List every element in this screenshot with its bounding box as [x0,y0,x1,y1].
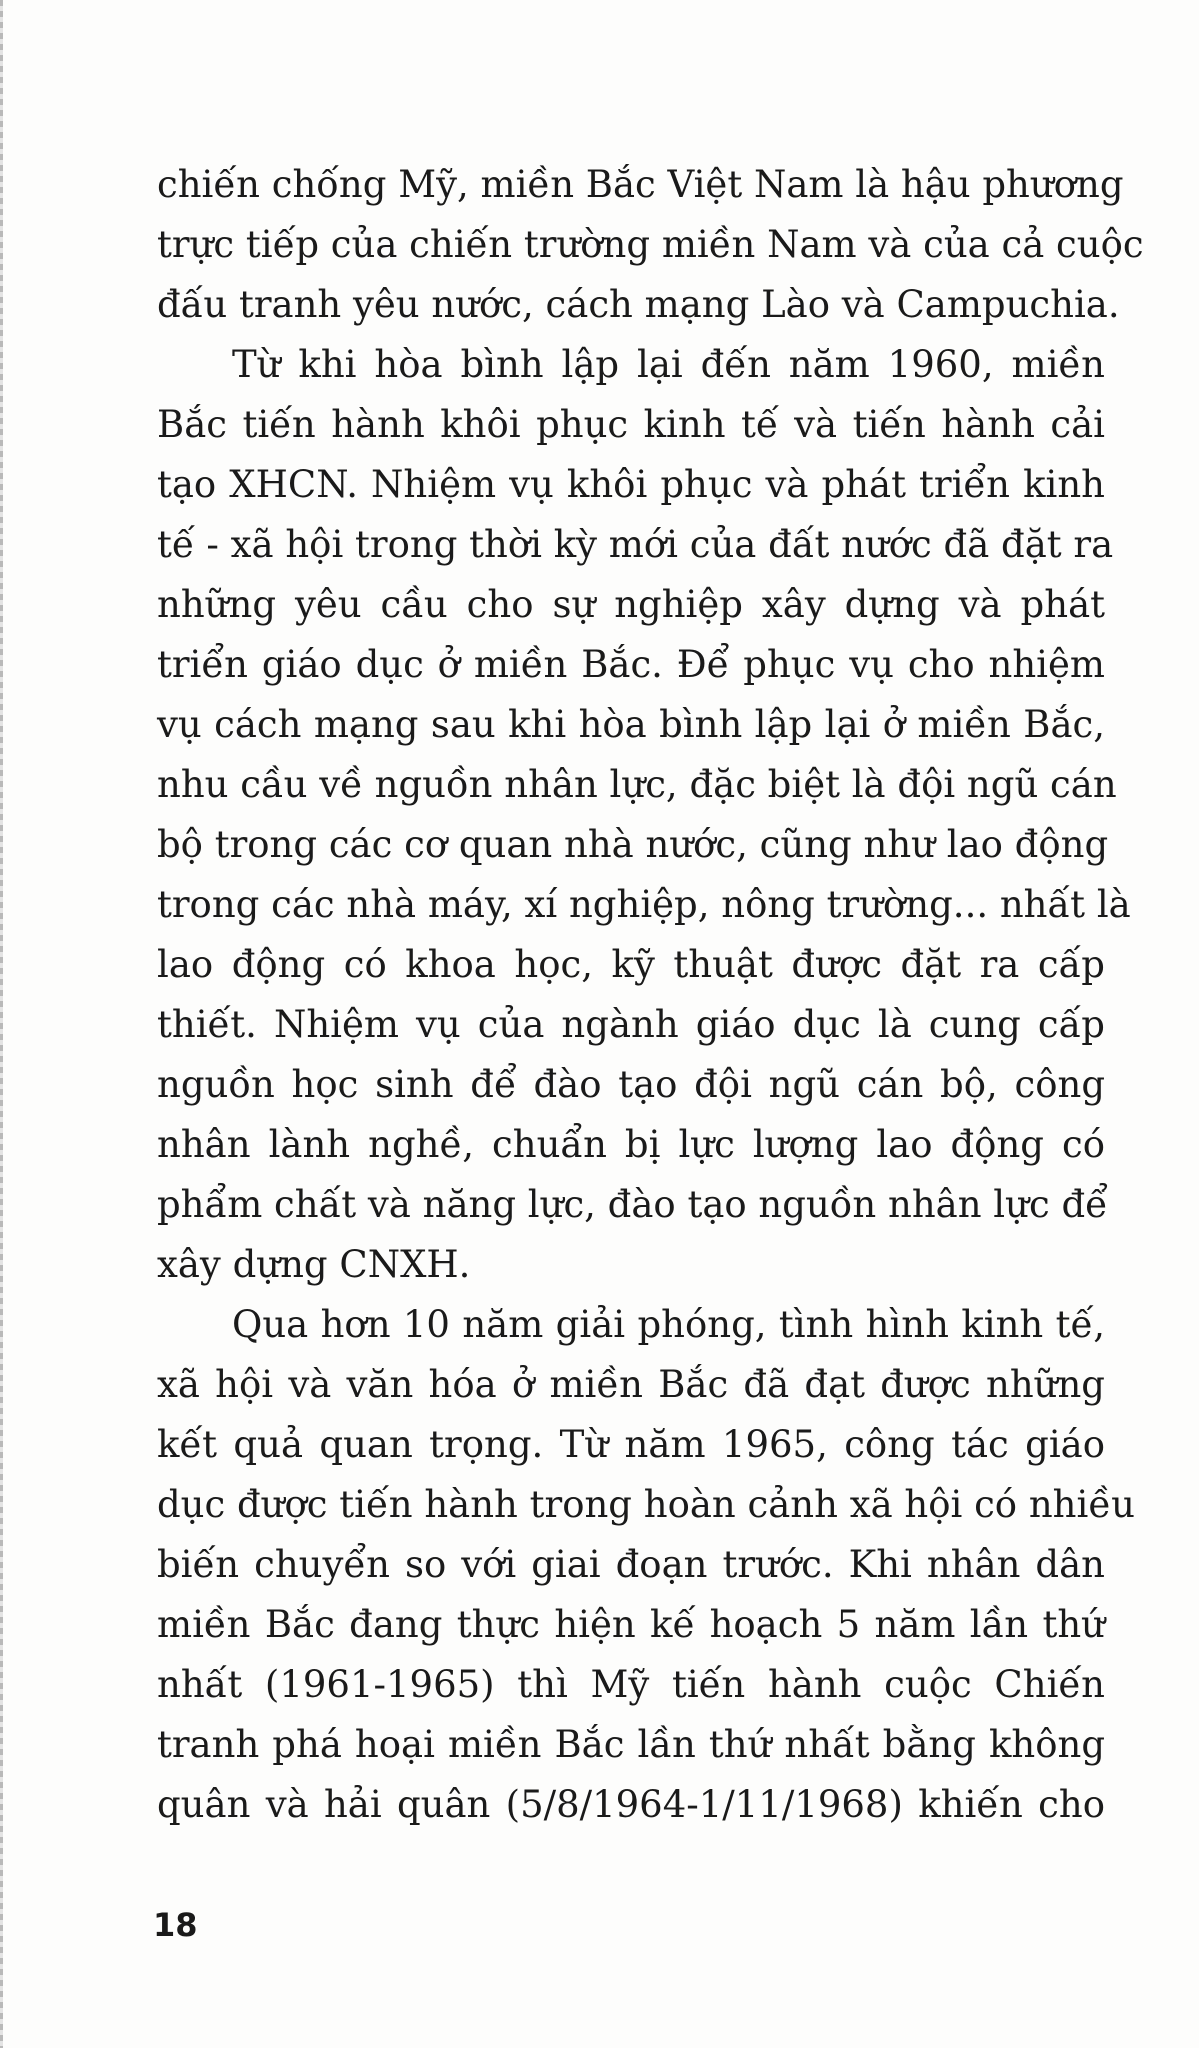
text-line: phẩm chất và năng lực, đào tạo nguồn nhân lực để [157,1183,1108,1226]
text-line: Bắc tiến hành khôi phục kinh tế và tiến hành cải [157,403,1105,446]
text-line: miền Bắc đang thực hiện kế hoạch 5 năm lần thứ [157,1603,1105,1646]
text-line: lao động có khoa học, kỹ thuật được đặt ra cấp [157,943,1105,986]
text-line: tế - xã hội trong thời kỳ mới của đất nước đã đặt ra [157,523,1114,566]
text-line: dục được tiến hành trong hoàn cảnh xã hội có nhiều [157,1483,1135,1526]
text-line: tranh phá hoại miền Bắc lần thứ nhất bằng không [157,1723,1105,1766]
text-line: vụ cách mạng sau khi hòa bình lập lại ở miền Bắc, [157,703,1105,746]
page-number: 18 [153,1906,198,1944]
text-line: trực tiếp của chiến trường miền Nam và của cả cuộc [157,223,1144,266]
text-line: nhu cầu về nguồn nhân lực, đặc biệt là đội ngũ cán [157,763,1117,806]
text-line: trong các nhà máy, xí nghiệp, nông trường... nhất là [157,883,1131,926]
text-line: kết quả quan trọng. Từ năm 1965, công tác giáo [157,1423,1105,1466]
text-line: nhất (1961-1965) thì Mỹ tiến hành cuộc Chiến [157,1663,1105,1706]
page-edge-shadow [0,0,3,2048]
text-line: biến chuyển so với giai đoạn trước. Khi nhân dân [157,1543,1105,1586]
text-line: quân và hải quân (5/8/1964-1/11/1968) khiến cho [157,1783,1105,1826]
text-line: tạo XHCN. Nhiệm vụ khôi phục và phát triển kinh [157,463,1105,506]
text-line: những yêu cầu cho sự nghiệp xây dựng và phát [157,583,1105,626]
text-line: triển giáo dục ở miền Bắc. Để phục vụ cho nhiệm [157,643,1105,686]
text-line: chiến chống Mỹ, miền Bắc Việt Nam là hậu phương [157,163,1124,206]
text-line: đấu tranh yêu nước, cách mạng Lào và Campuchia. [157,283,1120,326]
text-line: bộ trong các cơ quan nhà nước, cũng như lao động [157,823,1109,866]
text-line: xây dựng CNXH. [157,1243,471,1286]
text-line: nguồn học sinh để đào tạo đội ngũ cán bộ, công [157,1063,1105,1106]
text-line: thiết. Nhiệm vụ của ngành giáo dục là cung cấp [157,1003,1105,1046]
text-line: Qua hơn 10 năm giải phóng, tình hình kinh tế, [232,1303,1105,1346]
text-line: xã hội và văn hóa ở miền Bắc đã đạt được những [157,1363,1105,1406]
text-line: nhân lành nghề, chuẩn bị lực lượng lao động có [157,1123,1105,1166]
text-line: Từ khi hòa bình lập lại đến năm 1960, miền [232,343,1105,386]
body-text [157,155,1144,1835]
